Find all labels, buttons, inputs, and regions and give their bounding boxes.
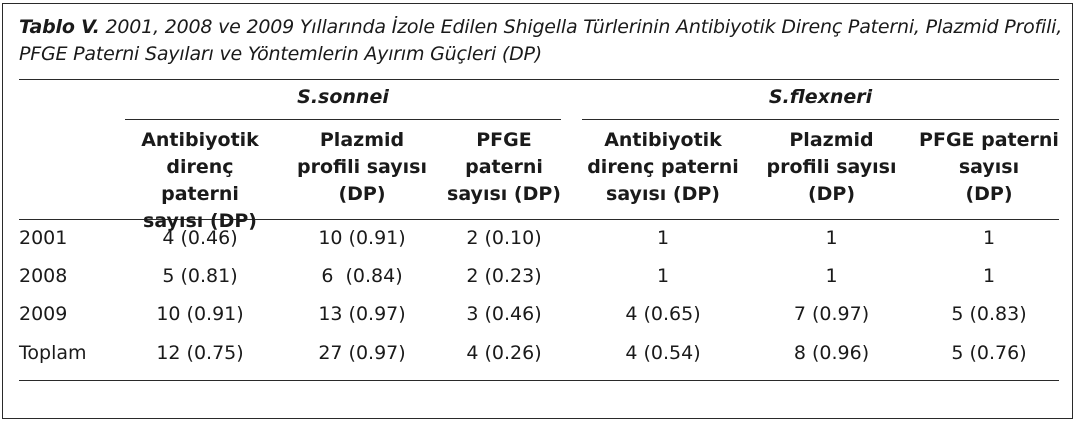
sonnei-group-rule [125,119,561,120]
table-cell: 6 (0.84) [321,265,403,287]
table-cell: 12 (0.75) [156,342,244,364]
group-header-flexneri: S.flexneri [768,86,873,108]
table-cell: 27 (0.97) [318,342,406,364]
column-header: PFGE paterni sayısı (DP) [447,129,561,205]
table-cell: 10 (0.91) [156,303,244,325]
table-cell: 1 [982,227,996,249]
top-rule [19,79,1059,80]
table-cell: 1 [982,265,996,287]
table-cell: 2 (0.23) [466,265,542,287]
table-cell: 4 (0.26) [466,342,542,364]
column-header: Plazmid profili sayısı (DP) [296,129,427,205]
group-header-sonnei: S.sonnei [297,86,389,108]
table-cell: 3 (0.46) [466,303,542,325]
bottom-rule [19,380,1059,381]
caption-text: 2001, 2008 ve 2009 Yıllarında İzole Edilen Shigella Türlerinin Antibiyotik Direnç Paterni, Plazmid Profili, PFGE Paterni Sayıları ve Yöntemlerin Ayırım Güçleri (DP) [19,16,1063,65]
row-label: 2009 [19,303,68,325]
table-cell: 8 (0.96) [793,342,870,364]
column-header: Antibiyotik direnç paterni sayısı (DP) [141,129,259,232]
table-cell: 4 (0.46) [162,227,238,249]
table-cell: 1 [825,265,838,287]
table-cell: 2 (0.10) [466,227,542,249]
table-cell: 5 (0.81) [162,265,238,287]
table-cell: 5 (0.76) [951,342,1027,364]
table-cell: 7 (0.97) [793,303,870,325]
table-cell: 5 (0.83) [951,303,1027,325]
column-header: PFGE paterni sayısı (DP) [919,129,1059,205]
table-cell: 1 [656,265,670,287]
column-header: Plazmid profili sayısı (DP) [766,129,897,205]
table-cell: 10 (0.91) [318,227,406,249]
row-label: Toplam [19,342,87,364]
column-header: Antibiyotik direnç paterni sayısı (DP) [587,129,739,205]
table-cell: 1 [825,227,838,249]
caption-label: Tablo V. [19,16,100,38]
row-label: 2001 [19,227,68,249]
row-label: 2008 [19,265,68,287]
flexneri-group-rule [582,119,1059,120]
table-cell: 1 [656,227,670,249]
table-cell: 13 (0.97) [318,303,406,325]
table-caption [19,14,1064,68]
table-cell: 4 (0.54) [625,342,701,364]
table-cell: 4 (0.65) [625,303,701,325]
